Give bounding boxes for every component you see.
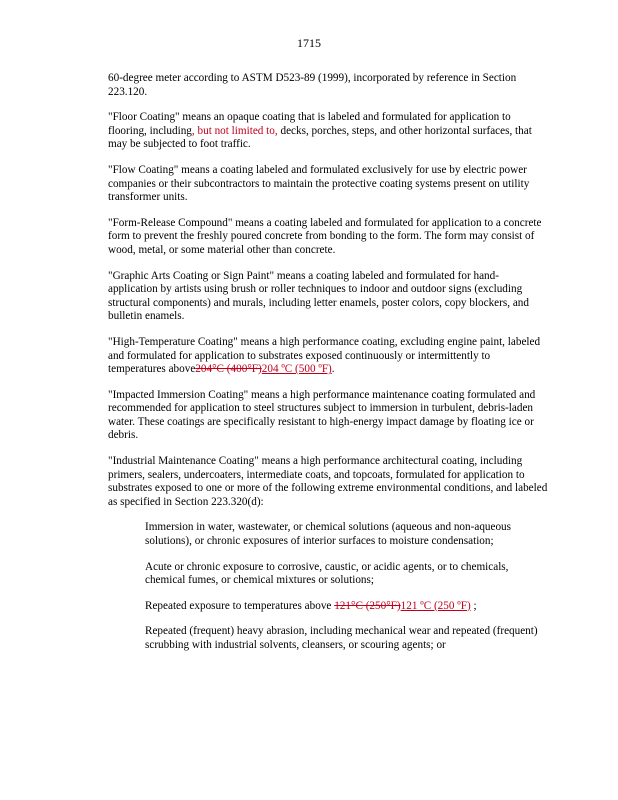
list-item-repeated-temperature — [145, 600, 545, 614]
floor-coating-text-cont: decks, porches, steps, and other horizontal surfaces, that may be subjected to foot traffic. — [108, 124, 532, 151]
definition-graphic-arts-coating: "Graphic Arts Coating or Sign Paint" means a coating labeled and formulated for hand-application by artists using brush or roller techniques to indoor and outdoor signs (excluding structural components) and murals, including letter enamels, poster colors, copy blockers, and bulletin enamels. — [108, 269, 529, 323]
list-item-immersion: Immersion in water, wastewater, or chemical solutions (aqueous and non-aqueous solutions), or chronic exposures of interior surfaces to moisture condensation; — [145, 521, 512, 548]
inserted-revision: 121 ºC (250 ºF) — [400, 599, 471, 612]
definition-form-release-compound: "Form-Release Compound" means a coating labeled and formulated for application to a concrete form to prevent the freshly poured concrete from bonding to the form. The form may consist of wood, metal, or some material other than concrete. — [108, 216, 542, 256]
deleted-revision: 121°C (250°F) — [334, 599, 401, 612]
document-body — [108, 72, 548, 665]
high-temp-period: . — [331, 363, 335, 376]
high-temp-text: "High-Temperature Coating" means a high performance coating, excluding engine paint, labeled and formulated for application to substrates exposed continuously or intermittently to temperatures above — [108, 335, 541, 376]
definition-flow-coating: "Flow Coating" means a coating labeled and formulated exclusively for use by electric power companies or their subcontractors to maintain the protective coating systems present on utility transformer units. — [108, 163, 530, 204]
definition-impacted-immersion-coating: "Impacted Immersion Coating" means a high performance maintenance coating formulated and recommended for application to steel structures subject to immersion in turbulent, debris-laden water. These coatings are specifically resistant to high-energy impact damage by floating ice or debris. — [108, 388, 536, 442]
list-item-acute-exposure: Acute or chronic exposure to corrosive, caustic, or acidic agents, or to chemicals, chemical fumes, or chemical mixtures or solutions; — [145, 560, 509, 587]
deleted-revision: 204°C (400°F) — [195, 363, 262, 376]
list-item-abrasion: Repeated (frequent) heavy abrasion, including mechanical wear and repeated (frequent) scrubbing with industrial solvents, cleansers, or scouring agents; or — [145, 625, 538, 651]
paragraph-astm-meter: 60-degree meter according to ASTM D523-89 (1999), incorporated by reference in Section 223.120. — [108, 72, 517, 98]
inserted-revision: , but not limited to, — [191, 124, 278, 137]
page-number: 1715 — [297, 36, 321, 50]
inserted-revision: 204 ºC (500 ºF) — [261, 363, 332, 376]
definition-floor-coating — [108, 111, 548, 152]
temperature-text: Repeated exposure to temperatures above — [145, 599, 335, 612]
temperature-semicolon: ; — [470, 599, 477, 612]
definition-high-temperature-coating — [108, 336, 548, 377]
definition-industrial-maintenance-coating: "Industrial Maintenance Coating" means a high performance architectural coating, including primers, sealers, undercoaters, intermediate coats, and topcoats, formulated for application to substrates exposed to one or more of the following extreme environmental conditions, and labeled as specified in Section 223.320(d): — [108, 455, 548, 508]
floor-coating-text: "Floor Coating" means an opaque coating that is labeled and formulated for application to flooring, including — [108, 111, 511, 137]
